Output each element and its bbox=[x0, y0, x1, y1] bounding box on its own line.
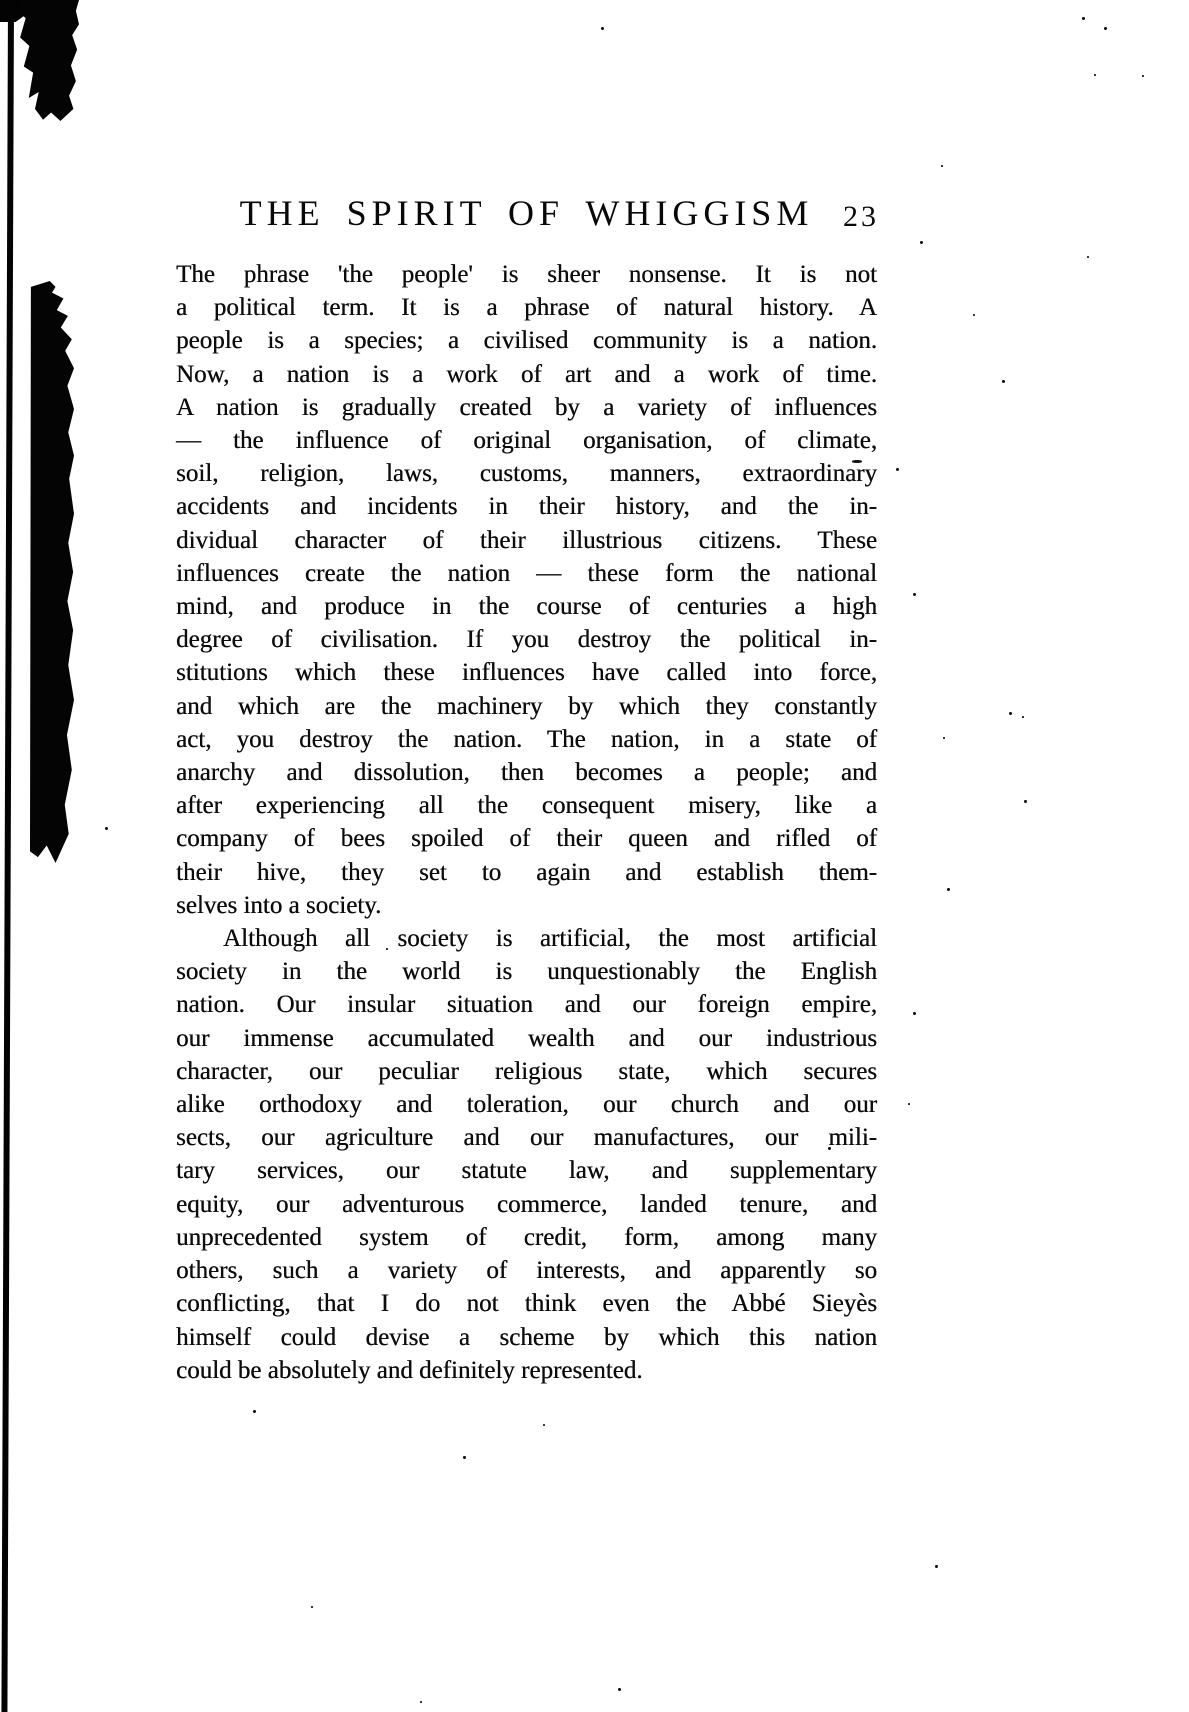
text-line: Now, a nation is a work of art and a work of time. bbox=[176, 360, 877, 388]
text-line: equity, our adventurous commerce, landed tenure, and bbox=[176, 1190, 877, 1218]
text-line: — the influence of original organisation, of climate, bbox=[176, 427, 877, 455]
running-header bbox=[176, 192, 877, 236]
scan-speck bbox=[420, 1701, 422, 1703]
text-line: Although all society is artificial, the most artificial bbox=[223, 925, 877, 953]
paragraph-2 bbox=[176, 922, 877, 1387]
text-line: dividual character of their illustrious citizens. These bbox=[176, 526, 877, 554]
scan-speck bbox=[920, 241, 923, 244]
text-line: our immense accumulated wealth and our industrious bbox=[176, 1024, 877, 1052]
scan-speck bbox=[1022, 716, 1024, 718]
scan-speck bbox=[618, 1688, 621, 1691]
text-line: himself could devise a scheme by which this nation bbox=[176, 1323, 877, 1351]
scan-speck bbox=[913, 593, 916, 596]
scan-ink-blob-top bbox=[17, 0, 79, 121]
scan-speck bbox=[943, 737, 945, 739]
scan-speck bbox=[253, 1410, 256, 1413]
scan-speck bbox=[1087, 256, 1089, 258]
text-line: stitutions which these influences have called into force, bbox=[176, 659, 877, 687]
scan-speck bbox=[1009, 712, 1012, 715]
scan-speck bbox=[1104, 27, 1107, 30]
text-line: after experiencing all the consequent misery, like a bbox=[176, 792, 877, 820]
paragraph-1 bbox=[176, 258, 877, 922]
scan-speck bbox=[947, 888, 950, 891]
text-line: The phrase 'the people' is sheer nonsense. It is not bbox=[176, 261, 877, 288]
text-line: society in the world is unquestionably the English bbox=[176, 958, 877, 986]
text-line: A nation is gradually created by a variety of influences bbox=[176, 393, 877, 421]
text-line: anarchy and dissolution, then becomes a people; and bbox=[176, 759, 877, 787]
text-line: selves into a society. bbox=[176, 891, 382, 919]
text-line: soil, religion, laws, customs, manners, extraordinary bbox=[176, 460, 877, 488]
scan-speck bbox=[1082, 17, 1085, 20]
page-number: 23 bbox=[843, 200, 879, 233]
scan-speck bbox=[935, 1565, 938, 1568]
text-line: unprecedented system of credit, form, among many bbox=[176, 1223, 877, 1251]
scan-speck bbox=[105, 827, 108, 830]
chapter-title: THE SPIRIT OF WHIGGISM bbox=[239, 193, 814, 233]
text-line: could be absolutely and definitely represented. bbox=[176, 1356, 643, 1384]
text-line: tary services, our statute law, and supplementary bbox=[176, 1157, 877, 1185]
text-line: others, such a variety of interests, and apparently so bbox=[176, 1257, 877, 1285]
text-line: nation. Our insular situation and our foreign empire, bbox=[176, 991, 877, 1019]
scan-speck bbox=[973, 314, 975, 316]
scan-speck bbox=[543, 1424, 545, 1426]
text-line: alike orthodoxy and toleration, our church and our bbox=[176, 1091, 877, 1119]
scan-speck bbox=[896, 468, 899, 471]
scan-speck bbox=[601, 27, 604, 30]
text-line: act, you destroy the nation. The nation, in a state of bbox=[176, 725, 877, 753]
text-line: conflicting, that I do not think even the Abbé Sieyès bbox=[176, 1290, 877, 1318]
scan-speck bbox=[1024, 800, 1027, 803]
scan-speck bbox=[311, 1606, 313, 1608]
text-line: mind, and produce in the course of centuries a high bbox=[176, 593, 877, 621]
scan-speck bbox=[1142, 75, 1144, 77]
text-line: and which are the machinery by which they constantly bbox=[176, 692, 877, 720]
scan-speck bbox=[1094, 74, 1096, 76]
scan-ink-blob-middle bbox=[30, 281, 74, 863]
text-line: a political term. It is a phrase of natural history. A bbox=[176, 294, 877, 322]
page-text bbox=[176, 258, 877, 1387]
text-line: sects, our agriculture and our manufactures, our mili- bbox=[176, 1124, 877, 1152]
text-line: company of bees spoiled of their queen and rifled of bbox=[176, 825, 877, 853]
scan-speck bbox=[913, 1012, 916, 1015]
scan-speck bbox=[941, 165, 943, 167]
text-line: people is a species; a civilised community is a nation. bbox=[176, 327, 877, 355]
scan-speck bbox=[1002, 380, 1005, 383]
scan-speck bbox=[463, 1456, 466, 1459]
scan-speck bbox=[908, 1103, 910, 1105]
scan-gutter-line bbox=[1, 0, 14, 1712]
text-line: degree of civilisation. If you destroy the political in- bbox=[176, 626, 877, 654]
text-line: their hive, they set to again and establish them- bbox=[176, 858, 877, 886]
text-line: influences create the nation — these form the national bbox=[176, 559, 877, 587]
text-line: accidents and incidents in their history, and the in- bbox=[176, 493, 877, 521]
text-line: character, our peculiar religious state, which secures bbox=[176, 1057, 877, 1085]
